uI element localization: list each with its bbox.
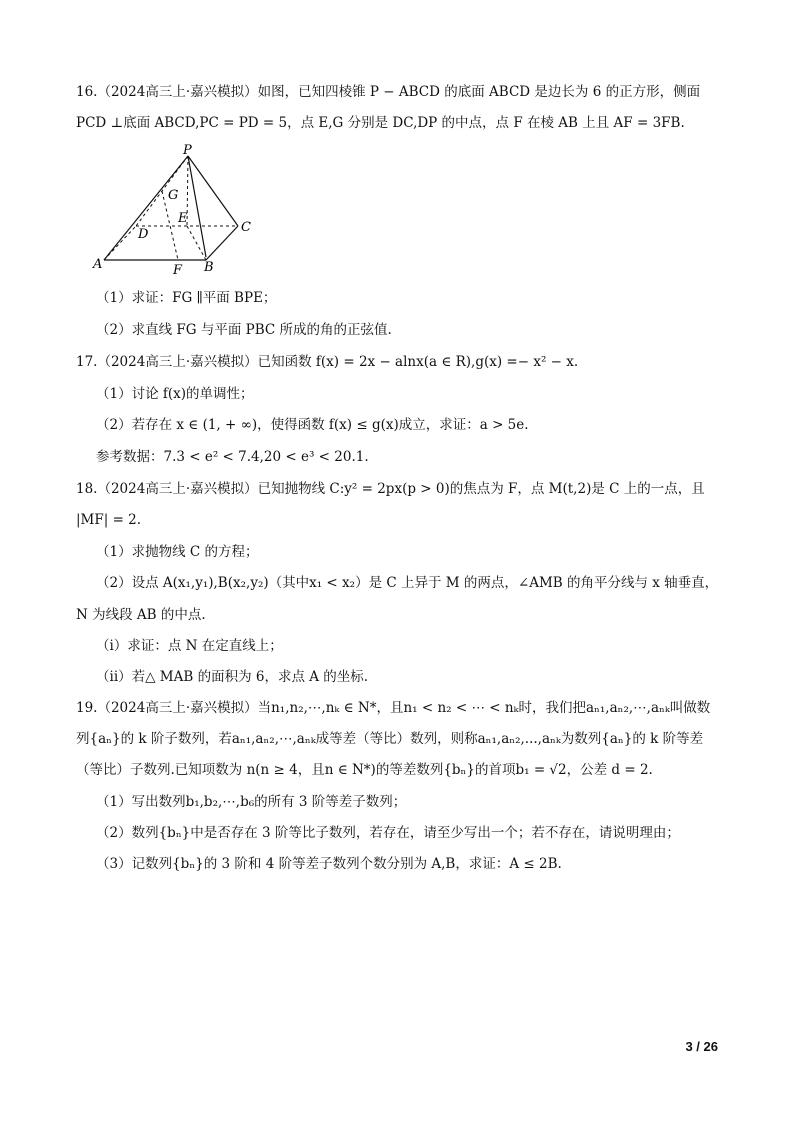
label-E: E (178, 211, 188, 226)
label-G: G (168, 188, 179, 203)
q17-line-1: 17.（2024高三上·嘉兴模拟）已知函数 f(x) = 2x − alnx(a ∈ R),g(x) =− x² − x. (76, 354, 579, 370)
page-number: 3 / 26 (685, 1039, 718, 1054)
q16-line-2: PCD ⊥底面 ABCD,PC = PD = 5，点 E,G 分别是 DC,DP 的中点，点 F 在棱 AB 上且 AF = 3FB. (76, 115, 685, 131)
pyramid-figure (90, 142, 260, 277)
label-P: P (183, 143, 192, 158)
label-C: C (241, 220, 251, 235)
q16-part-1: （1）求证：FG ∥平面 BPE； (96, 290, 277, 306)
edge-PB (188, 156, 206, 257)
q18-sub-1: （i）求证：点 N 在定直线上； (96, 638, 283, 654)
q19-part-2: （2）数列{bₙ}中是否存在 3 阶等比子数列，若存在，请至少写出一个；若不存在，请说明理由； (96, 825, 680, 841)
q18-line-2: |MF| = 2. (76, 512, 142, 528)
q19-part-1: （1）写出数列b₁,b₂,⋯,b₆的所有 3 阶等差子数列； (96, 794, 407, 810)
q18-part-2b: N 为线段 AB 的中点. (76, 607, 206, 623)
label-A: A (93, 257, 103, 272)
label-D: D (138, 227, 149, 242)
q18-line-1: 18.（2024高三上·嘉兴模拟）已知抛物线 C:y² = 2px(p > 0)的焦点为 F，点 M(t,2)是 C 上的一点，且 (76, 481, 705, 497)
edge-AD (104, 226, 136, 260)
label-B: B (204, 260, 214, 275)
q19-line-1: 19.（2024高三上·嘉兴模拟）当n₁,n₂,⋯,nₖ ∈ N*，且n₁ < n₂ < ⋯ < nₖ时，我们把aₙ₁,aₙ₂,⋯,aₙₖ叫做数 (76, 700, 711, 716)
q19-part-3: （3）记数列{bₙ}的 3 阶和 4 阶等差子数列个数分别为 A,B，求证：A ≤ 2B. (96, 856, 562, 872)
q16-line-1: 16.（2024高三上·嘉兴模拟）如图，已知四棱锥 P − ABCD 的底面 ABCD 是边长为 6 的正方形，侧面 (76, 84, 701, 100)
q19-line-3: （等比）子数列.已知项数为 n(n ≥ 4，且n ∈ N*)的等差数列{bₙ}的首项b₁ = √2，公差 d = 2. (76, 762, 653, 778)
q18-part-1: （1）求抛物线 C 的方程； (96, 544, 259, 560)
q18-sub-2: （ii）若△ MAB 的面积为 6，求点 A 的坐标. (96, 669, 369, 685)
q17-part-1: （1）讨论 f(x)的单调性； (96, 386, 254, 402)
edge-PA (104, 156, 188, 260)
q19-line-2: 列{aₙ}的 k 阶子数列，若aₙ₁,aₙ₂,⋯,aₙₖ成等差（等比）数列，则称aₙ₁,aₙ₂,...,aₙₖ为数列{aₙ}的 k 阶等差 (76, 731, 704, 747)
q16-part-2: （2）求直线 FG 与平面 PBC 所成的角的正弦值. (96, 322, 392, 338)
edge-PC (188, 156, 238, 226)
label-F: F (173, 263, 183, 277)
q18-part-2a: （2）设点 A(x₁,y₁),B(x₂,y₂)（其中x₁ < x₂）是 C 上异于 M 的两点，∠AMB 的角平分线与 x 轴垂直， (96, 575, 719, 591)
q17-part-2: （2）若存在 x ∈ (1, + ∞)，使得函数 f(x) ≤ g(x)成立，求证：a > 5e. (96, 417, 529, 433)
q17-reference-data: 参考数据：7.3 < e² < 7.4,20 < e³ < 20.1. (96, 449, 369, 465)
edge-BC (206, 226, 238, 260)
